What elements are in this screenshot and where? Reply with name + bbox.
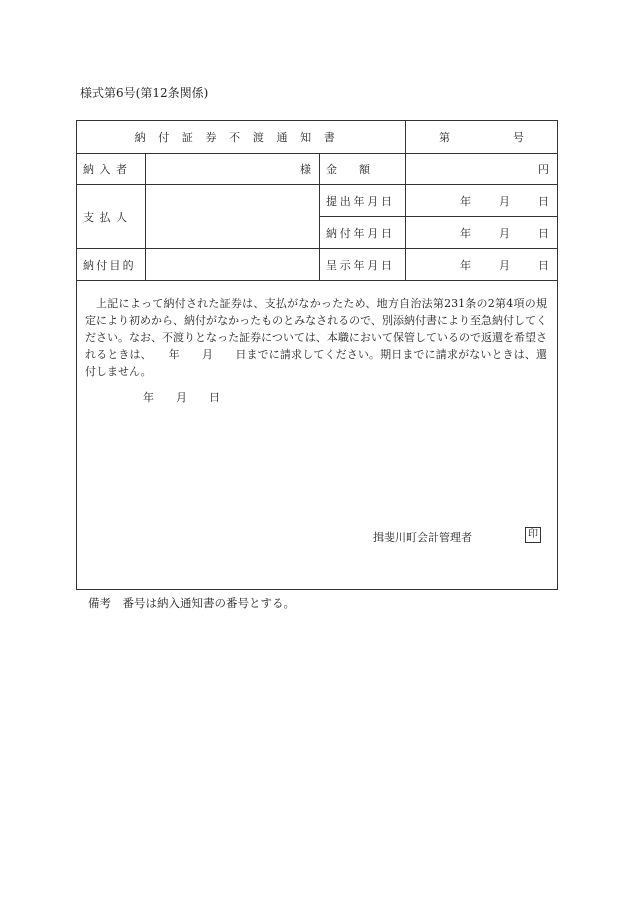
submit-year: 年 — [460, 194, 472, 208]
drawer-label: 支払人 — [83, 210, 133, 224]
pay-date-label-cell — [320, 217, 406, 249]
pay-date-label: 納付年月日 — [326, 226, 395, 240]
purpose-label: 納付目的 — [83, 258, 136, 272]
purpose-field — [146, 249, 320, 281]
payer-name-field — [146, 154, 320, 185]
pay-date-field — [406, 217, 558, 249]
payer-label-cell — [77, 154, 146, 185]
submit-date-label-cell — [320, 185, 406, 217]
drawer-label-cell — [77, 185, 146, 249]
notice-body-cell — [77, 281, 558, 590]
notice-date-line: 年 月 日 — [143, 391, 220, 404]
present-month: 月 — [499, 258, 511, 272]
submit-date-field — [406, 185, 558, 217]
payer-label: 納入者 — [83, 163, 133, 176]
payer-suffix: 様 — [300, 163, 311, 176]
purpose-label-cell — [77, 249, 146, 281]
remark-note: 備考 番号は納入通知書の番号とする。 — [88, 596, 295, 610]
present-date-label-cell — [320, 249, 406, 281]
seal-mark: 印 — [525, 527, 541, 543]
present-day: 日 — [538, 258, 550, 272]
signer-title: 揖斐川町会計管理者 — [373, 531, 472, 544]
number-label-go: 号 — [513, 131, 525, 144]
present-date-field — [406, 249, 558, 281]
submit-month: 月 — [499, 194, 511, 208]
amount-label: 金 額 — [326, 163, 370, 176]
drawer-field — [146, 185, 320, 249]
pay-month: 月 — [499, 226, 511, 240]
form-label: 様式第6号(第12条関係) — [80, 86, 209, 100]
form-title: 納付証券不渡通知書 — [134, 131, 348, 144]
number-label-dai: 第 — [439, 131, 451, 144]
notice-text: 上記によって納付された証券は、支払がなかったため、地方自治法第231条の2第4項の規定により初めから、納付がなかったものとみなされるので、別添納付書により至急納付してください。なお、不渡りとなった証券については、本職において保管しているので返還を希望されるときは、 年 月 日までに請求してください。期日までに請求がないときは、還付しません。 — [85, 297, 548, 378]
pay-day: 日 — [538, 226, 550, 240]
submit-date-label: 提出年月日 — [326, 194, 395, 208]
number-cell — [406, 121, 558, 154]
submit-day: 日 — [538, 194, 550, 208]
amount-unit: 円 — [538, 163, 550, 176]
pay-year: 年 — [460, 226, 472, 240]
amount-field — [406, 154, 558, 185]
present-year: 年 — [460, 258, 472, 272]
notice-form-table — [76, 120, 558, 590]
form-title-cell — [77, 121, 406, 154]
present-date-label: 呈示年月日 — [326, 258, 395, 272]
amount-label-cell — [320, 154, 406, 185]
